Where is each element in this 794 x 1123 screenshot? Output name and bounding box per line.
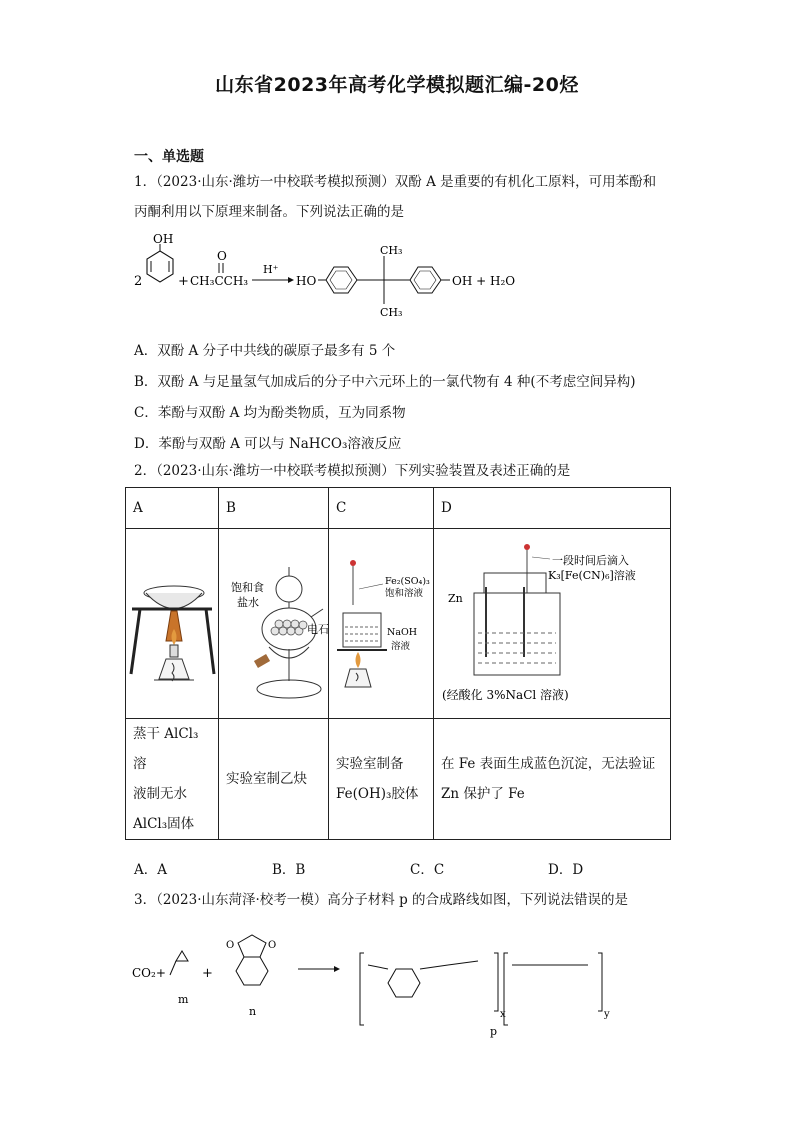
y-label: y: [604, 1009, 610, 1020]
q1-option-c: C．苯酚与双酚 A 均为酚类物质，互为同系物: [134, 405, 406, 421]
eq-coefficient: 2: [134, 274, 143, 289]
anhydride-benzene: [236, 957, 268, 985]
apparatus-a-cell: [126, 529, 219, 719]
c-label-3: NaOH: [387, 627, 418, 638]
apparatus-a-evaporation: [126, 529, 218, 714]
desc-d-line2: Zn 保护了 Fe: [441, 786, 525, 802]
apparatus-d-cell: [434, 529, 671, 719]
apparatus-c-colloid: [329, 529, 433, 714]
m-label: m: [178, 993, 189, 1006]
q1-reaction-equation: [130, 232, 550, 324]
q1-option-a: A．双酚 A 分子中共线的碳原子最多有 5 个: [134, 343, 396, 359]
polymer-benzene: [388, 969, 420, 997]
c-label-4: 溶液: [391, 641, 411, 652]
acetone-o-label: O: [217, 249, 227, 263]
q3-synthesis-route: [128, 925, 628, 1045]
desc-d: [434, 719, 671, 840]
desc-a-line3: AlCl₃固体: [133, 816, 195, 832]
anhydride-ring: [238, 935, 266, 957]
b-label-3: 电石: [307, 623, 328, 636]
d-caption: (经酸化 3%NaCl 溶液): [442, 688, 569, 702]
c-label-2: 饱和溶液: [385, 588, 424, 599]
ch3-top-label: CH₃: [380, 244, 403, 257]
desc-a-line1: 蒸干 AlCl₃溶: [133, 726, 199, 772]
desc-c-line2: Fe(OH)₃胶体: [336, 786, 419, 802]
apparatus-b-cell: [219, 529, 329, 719]
desc-a: [126, 719, 219, 840]
svg-text:O: O: [226, 940, 235, 951]
apparatus-d-corrosion: [434, 529, 670, 714]
acetone-formula: CH₃CCH₃: [190, 274, 249, 288]
header-a: A: [126, 488, 219, 529]
ch3-bottom-label: CH₃: [380, 306, 403, 319]
b-label-1: 饱和食: [231, 581, 264, 594]
phenol-oh-label: OH: [153, 232, 174, 246]
catalyst-label: H⁺: [263, 263, 279, 276]
product-tail: OH + H₂O: [452, 274, 516, 288]
d-zn-label: Zn: [448, 592, 463, 605]
q3-stem: 3．（2023·山东菏泽·校考一模）高分子材料 p 的合成路线如图，下列说法错误的是: [134, 892, 629, 908]
epoxide: [176, 951, 188, 961]
q2-option-a: A．A: [134, 862, 167, 878]
p-label: p: [490, 1025, 498, 1038]
page-title: 山东省2023年高考化学模拟题汇编-20烃: [215, 74, 579, 96]
q2-stem: 2．（2023·山东·潍坊一中校联考模拟预测）下列实验装置及表述正确的是: [134, 463, 571, 479]
d-label-1: 一段时间后滴入: [552, 554, 629, 567]
apparatus-b-acetylene: [219, 529, 328, 714]
svg-text:O: O: [268, 940, 277, 951]
eq-plus: +: [178, 274, 189, 289]
desc-b: 实验室制乙炔: [219, 719, 329, 840]
q1-option-b: B．双酚 A 与足量氢气加成后的分子中六元环上的一氯代物有 4 种(不考虑空间异构): [134, 374, 636, 390]
x-label: x: [500, 1009, 506, 1020]
apparatus-c-cell: [329, 529, 434, 719]
header-c: C: [329, 488, 434, 529]
co2-label: CO₂+: [132, 966, 166, 980]
product-ho-label: HO: [296, 274, 317, 288]
desc-d-line1: 在 Fe 表面生成蓝色沉淀，无法验证: [441, 756, 656, 772]
header-d: D: [434, 488, 671, 529]
q2-apparatus-table: [125, 487, 671, 840]
q2-option-b: B．B: [272, 862, 306, 878]
desc-c-line1: 实验室制备: [336, 756, 404, 772]
q1-option-d: D．苯酚与双酚 A 可以与 NaHCO₃溶液反应: [134, 436, 402, 452]
desc-a-line2: 液制无水: [133, 786, 187, 802]
c-label-1: Fe₂(SO₄)₃: [385, 576, 430, 587]
section-heading: 一、单选题: [134, 149, 204, 165]
header-b: B: [219, 488, 329, 529]
d-label-2: K₃[Fe(CN)₆]溶液: [548, 569, 636, 582]
n-label: n: [249, 1005, 257, 1018]
q2-option-d: D．D: [548, 862, 584, 878]
q3-plus: +: [202, 966, 213, 981]
q2-option-c: C．C: [410, 862, 445, 878]
desc-c: [329, 719, 434, 840]
q1-stem-line1: 1．（2023·山东·潍坊一中校联考模拟预测）双酚 A 是重要的有机化工原料，可用苯酚和: [134, 174, 657, 190]
b-label-2: 盐水: [237, 596, 259, 609]
q1-stem-line2: 丙酮利用以下原理来制备。下列说法正确的是: [134, 204, 404, 220]
